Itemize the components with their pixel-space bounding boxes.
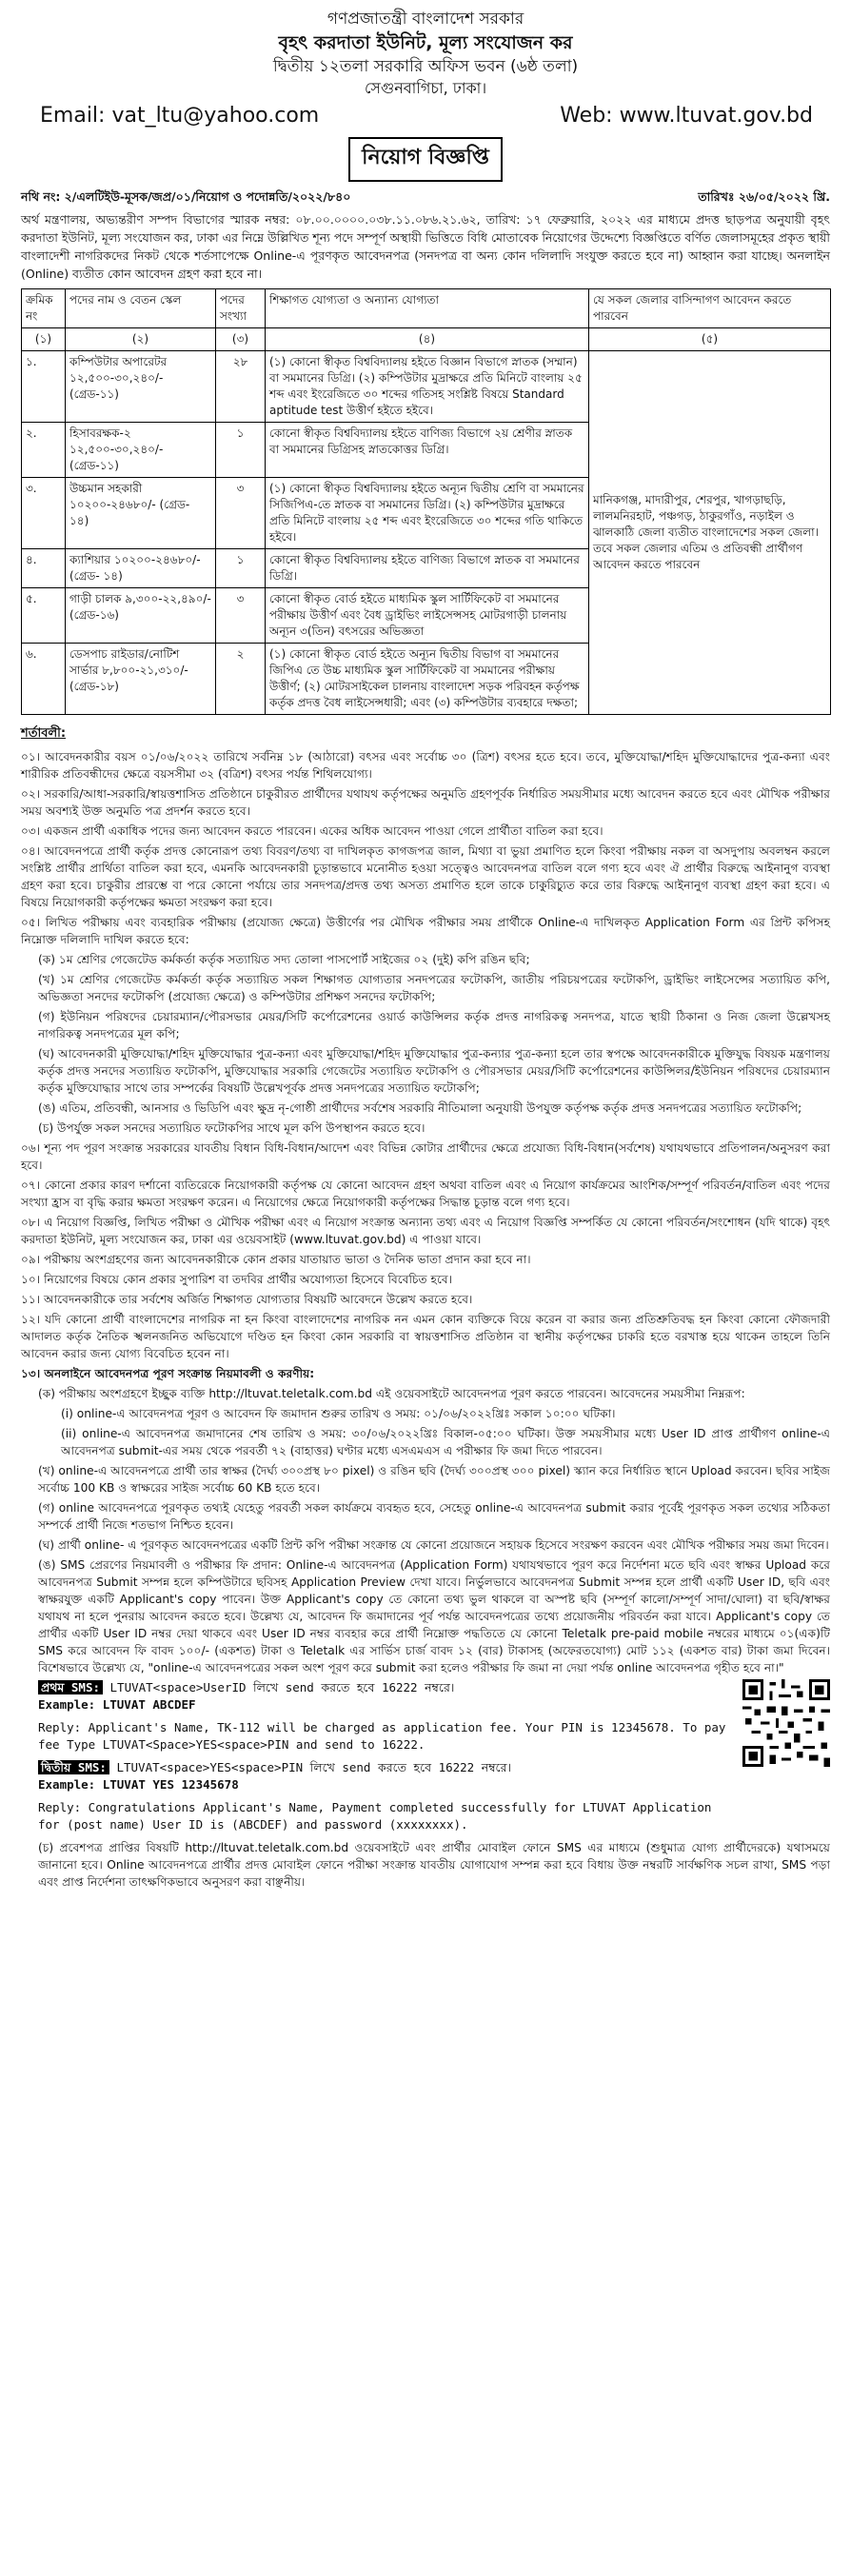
header-cell: পদের সংখ্যা xyxy=(216,289,266,328)
sms1-tag: প্রথম SMS: xyxy=(38,1680,103,1694)
post-cell: উচ্চমান সহকারী ১০২০০-২৪৬৮০/- (গ্রেড- ১৪) xyxy=(66,478,216,549)
count-cell: ৩ xyxy=(216,588,266,644)
condition-10: ১০। নিয়োগের বিষয়ে কোন প্রকার সুপারিশ বা তদবির প্রার্থীর অযোগ্যতা হিসেবে বিবেচিত হবে। xyxy=(21,1273,452,1286)
condition-13-ka-i: (i) online-এ আবেদনপত্র পূরণ ও আবেদন ফি জমাদান শুরুর তারিখ ও সময়: ০১/০৬/২০২২খ্রিঃ সকাল ১০:০০ ঘটিকা। xyxy=(61,1407,616,1420)
condition-13-gha: (ঘ) প্রার্থী online- এ পূরণকৃত আবেদনপত্রের একটি প্রিন্ট কপি পরীক্ষা সংক্রান্ত যে কোনো প্রয়োজনে সহায়ক হিসেবে সংরক্ষণ করবেন এবং মৌখিক পরীক্ষার সময় জমা দিবেন। xyxy=(38,1538,829,1552)
serial-cell: ৪. xyxy=(22,549,66,588)
header-cell: যে সকল জেলার বাসিন্দাগণ আবেদন করতে পারবেন xyxy=(589,289,831,328)
qualification-cell: কোনো স্বীকৃত বোর্ড হইতে মাধ্যমিক স্কুল সার্টিফিকেট বা সমমানের পরীক্ষায় উত্তীর্ণ এবং বৈধ ড্রাইভিং লাইসেন্সসহ মোটরগাড়ী চালনায় অন্যূন ৩(তিন) বৎসরের অভিজ্ঞতা xyxy=(266,588,589,644)
posts-table xyxy=(21,288,831,715)
condition-11: ১১। আবেদনকারীকে তার সর্বশেষ অর্জিত শিক্ষাগত যোগ্যতার বিষয়টি আবেদনে উল্লেখ করতে হবে। xyxy=(21,1293,473,1306)
condition-01: ০১। আবেদনকারীর বয়স ০১/০৬/২০২২ তারিখে সর্বনিম্ন ১৮ (আঠারো) বৎসর এবং সর্বোচ্চ ৩০ (ত্রিশ) বৎসর হতে হবে। তবে, মুক্তিযোদ্ধা/শহিদ মুক্তিযোদ্ধাদের পুত্র-কন্যা এবং শারীরিক প্রতিবন্ধীদের ক্ষেত্রে বয়সসীমা ৩২ (বত্রিশ) বৎসর পর্যন্ত শিথিলযোগ্য। xyxy=(21,750,830,781)
sms-box xyxy=(38,1679,733,1833)
sms2-tag: দ্বিতীয় SMS: xyxy=(38,1760,109,1774)
sms2-line xyxy=(38,1759,733,1776)
qualification-cell: (১) কোনো স্বীকৃত বিশ্ববিদ্যালয় হইতে বিজ্ঞান বিভাগে স্নাতক (সম্মান) বা সমমানের ডিগ্রি। (২) কম্পিউটার মুদ্রাক্ষরে প্রতি মিনিটে বাংলায় ২৫ শব্দ এবং ইংরেজিতে ৩০ শব্দের গতিসহ সংশ্লিষ্ট বিষয়ে Standard aptitude test উত্তীর্ণ হইতে হইবে। xyxy=(266,351,589,423)
condition-02: ০২। সরকারি/আধা-সরকারি/স্বায়ত্তশাসিত প্রতিষ্ঠানে চাকুরীরত প্রার্থীদের যথাযথ কর্তৃপক্ষের অনুমতি গ্রহণপূর্বক নির্ধারিত সময়সীমার মধ্যে আবেদন করতে হবে এবং মৌখিক পরীক্ষার সময় অবশ্যই উক্ত অনুমতি পত্র প্রদর্শন করতে হবে। xyxy=(21,787,830,818)
title-wrap xyxy=(21,137,830,182)
count-cell: ১ xyxy=(216,423,266,478)
condition-12: ১২। যদি কোনো প্রার্থী বাংলাদেশের নাগরিক না হন কিংবা বাংলাদেশের নাগরিক নন এমন কোন ব্যক্তিকে বিয়ে করেন বা করার জন্য প্রতিশ্রুতিবদ্ধ হন কিংবা কোনো ফৌজদারী আদালত কর্তৃক নৈতিক স্খলনজনিত অভিযোগে দণ্ডিত হন কিংবা কোন সরকারি বা স্বায়ত্তশাসিত প্রতিষ্ঠান বা স্থানীয় কর্তৃপক্ষের চাকরি হতে বরখাস্ত হয়ে থাকেন তাহলে তিনি আবেদন করার জন্য যোগ্য বিবেচিত হবেন না। xyxy=(21,1313,830,1360)
condition-13-kha: (খ) online-এ আবেদনপত্রে প্রার্থী তার স্বাক্ষর (দৈর্ঘ্য ৩০০প্রস্থ ৮০ pixel) ও রঙিন ছবি (দৈর্ঘ্য ৩০০প্রস্থ ৩০০ pixel) স্ক্যান করে নির্ধারিত স্থানে Upload করবেন। ছবির সাইজ সর্বোচ্চ 100 KB ও স্বাক্ষরের সাইজ সর্বোচ্চ 60 KB হতে হবে। xyxy=(38,1464,830,1495)
serial-cell: ২. xyxy=(22,423,66,478)
condition-08: ০৮। এ নিয়োগ বিজ্ঞপ্তি, লিখিত পরীক্ষা ও মৌখিক পরীক্ষা এবং এ নিয়োগ সংক্রান্ত অন্যান্য তথ্য এবং এ নিয়োগ বিজ্ঞপ্তি সম্পর্কিত যে কোনো পরিবর্তন/সংশোধন (যদি থাকে) বৃহৎ করদাতা ইউনিট, মূল্য সংযোজন কর, ঢাকা এর ওয়েবসাইট (www.ltuvat.gov.bd) এ পাওয়া যাবে। xyxy=(21,1216,830,1246)
table-header-row xyxy=(22,289,831,328)
condition-05-gha: (ঘ) আবেদনকারী মুক্তিযোদ্ধা/শহিদ মুক্তিযোদ্ধার পুত্র-কন্যা এবং মুক্তিযোদ্ধা/শহিদ মুক্তিযোদ্ধার পুত্র-কন্যার পুত্র-কন্যা হলে তার স্বপক্ষে আবেদনকারীকে মুক্তিযুদ্ধ বিষয়ক মন্ত্রণালয় কর্তৃক প্রদত্ত সনদের সত্যায়িত ফটোকপি, মুক্তিযোদ্ধার সরকারি গেজেটের সত্যায়িত ফটোকপি ও পৌরসভার মেয়র/সিটি কর্পোরেশনের কাউন্সিলর/ইউনিয়ন পরিষদের চেয়ারম্যান কর্তৃক মুক্তিযোদ্ধার সাথে তার সম্পর্কের বিষয়টি উল্লেখপূর্বক প্রদত্ত সনদপত্রের সত্যায়িত ফটোকপি; xyxy=(38,1047,830,1095)
sms1-reply: Reply: Applicant's Name, TK-112 will be charged as application fee. Your PIN is 12345678. To pay fee Type LTUVAT<Space>YES<space>PIN and send to 16222. xyxy=(38,1720,726,1752)
sms2-text: LTUVAT<space>YES<space>PIN লিখে send করতে হবে 16222 নম্বরে। xyxy=(116,1760,511,1774)
condition-13-ga: (গ) online আবেদনপত্রে পূরণকৃত তথ্যই যেহেতু পরবর্তী সকল কার্যক্রমে ব্যবহৃত হবে, সেহেতু online-এ আবেদনপত্র submit করার পূর্বেই পূরণকৃত সকল তথ্যের সঠিকতা সম্পর্কে প্রার্থী নিজে শতভাগ নিশ্চিত হবেন। xyxy=(38,1501,830,1532)
conditions-title: শর্তাবলী: xyxy=(21,726,67,741)
table-row xyxy=(22,351,831,423)
memo-row xyxy=(21,188,830,207)
serial-cell: ৫. xyxy=(22,588,66,644)
sms1-line xyxy=(38,1679,733,1696)
header-block xyxy=(21,8,830,99)
header-cell: পদের নাম ও বেতন স্কেল xyxy=(66,289,216,328)
condition-05-ka: (ক) ১ম শ্রেণির গেজেটেড কর্মকর্তা কর্তৃক সত্যায়িত সদ্য তোলা পাসপোর্ট সাইজের ০২ (দুই) কপি রঙিন ছবি; xyxy=(38,953,530,966)
condition-04: ০৪। আবেদনপত্রে প্রার্থী কর্তৃক প্রদত্ত কোনোরূপ তথ্য বিবরণ/তথ্য বা দাখিলকৃত কাগজপত্র জাল, মিথ্যা বা ভুয়া প্রমাণিত হলে কিংবা পরীক্ষায় নকল বা অসদুপায় অবলম্বন করলে সংশ্লিষ্ট প্রার্থীর প্রার্থিতা বাতিল করা হবে, এমনকি আবেদনকারী চূড়ান্তভাবে মনোনীত হওয়া সত্ত্বেও আবেদনপত্র বাতিল বলে গণ্য হবে এবং ঐ প্রার্থীর বিরুদ্ধে আইনানুগ ব্যবস্থা গ্রহণ করা হবে। চাকুরীর প্রারম্ভে বা পরে কোনো পর্যায়ে তার সনদপত্র/প্রদত্ত তথ্য অসত্য প্রমাণিত হলে তাকে চাকুরিচ্যুত করে তার বিরুদ্ধে আইনানুগ ব্যবস্থা গ্রহণ করা হবে। এ বিষয়ে নিয়োগকারী কর্তৃপক্ষের ক্ষমতা সংরক্ষণ করা হবে। xyxy=(21,844,830,909)
serial-cell: ৬. xyxy=(22,644,66,715)
col-num: (১) xyxy=(22,328,66,351)
email-text[interactable]: Email: vat_ltu@yahoo.com xyxy=(40,104,320,128)
condition-05-ga: (গ) ইউনিয়ন পরিষদের চেয়ারম্যান/পৌরসভার মেয়র/সিটি কর্পোরেশনের ওয়ার্ড কাউন্সিলর কর্তৃক প্রদত্ত নাগরিকত্ব সনদপত্র, যাতে স্থায়ী ঠিকানা ও নিজ জেলা উল্লেখসহ নাগরিকত্ব সনদপত্রের মূল কপি; xyxy=(38,1010,830,1040)
qualification-cell: (১) কোনো স্বীকৃত বিশ্ববিদ্যালয় হইতে অন্যূন দ্বিতীয় শ্রেণি বা সমমানের সিজিপিএ-তে স্নাতক বা সমমানের ডিগ্রি। (২) কম্পিউটার মুদ্রাক্ষরে প্রতি মিনিটে বাংলায় ২৫ শব্দ এবং ইংরেজিতে ৩০ শব্দের গতি থাকিতে হইবে। xyxy=(266,478,589,549)
qualification-cell: কোনো স্বীকৃত বিশ্ববিদ্যালয় হইতে বাণিজ্য বিভাগে ২য় শ্রেণীর স্নাতক বা সমমানের ডিগ্রিসহ স্নাতকোত্তর ডিগ্রি। xyxy=(266,423,589,478)
condition-05-kha: (খ) ১ম শ্রেণির গেজেটেড কর্মকর্তা কর্তৃক সত্যায়িত সকল শিক্ষাগত যোগ্যতার সনদপত্রের ফটোকপি, জাতীয় পরিচয়পত্রের ফটোকপি, ড্রাইভিং লাইসেন্সের সত্যায়িত কপি, অভিজ্ঞতা সনদের ফটোকপি (প্রযোজ্য ক্ষেত্রে) ও কম্পিউটার প্রশিক্ষণ সনদের ফটোকপি; xyxy=(38,973,830,1003)
condition-03: ০৩। একজন প্রার্থী একাধিক পদের জন্য আবেদন করতে পারবেন। একের অধিক আবেদন পাওয়া গেলে প্রার্থীতা বাতিল করা হবে। xyxy=(21,824,604,838)
condition-09: ০৯। পরীক্ষায় অংশগ্রহণের জন্য আবেদনকারীকে কোন প্রকার যাতায়াত ভাতা ও দৈনিক ভাতা প্রদান করা হবে না। xyxy=(21,1253,531,1266)
condition-05-uo: (ঙ) এতিম, প্রতিবন্ধী, আনসার ও ভিডিপি এবং ক্ষুদ্র নৃ-গোষ্ঠী প্রার্থীদের সর্বশেষ সরকারি নীতিমালা অনুযায়ী উপযুক্ত কর্তৃপক্ষ কর্তৃক প্রদত্ত সনদপত্রের সত্যায়িত ফটোকপি; xyxy=(38,1101,802,1115)
condition-13-uo: (ঙ) SMS প্রেরণের নিয়মাবলী ও পরীক্ষার ফি প্রদান: Online-এ আবেদনপত্র (Application Form) যথাযথভাবে পূরণ করে নির্দেশনা মতে ছবি এবং স্বাক্ষর Upload করে আবেদনপত্র Submit সম্পন্ন হলে কম্পিউটারে ছবিসহ Application Preview দেখা যাবে। নির্ভুলভাবে আবেদনপত্র Submit সম্পন্ন হলে প্রার্থী একটি User ID, ছবি এবং স্বাক্ষরযুক্ত একটি Applicant's copy পাবেন। উক্ত Applicant's copy তে কোনো তথ্য ভুল থাকলে বা অস্পষ্ট ছবি (সম্পূর্ণ কালো/সম্পূর্ণ সাদা/ঘোলা) বা ছবি/স্বাক্ষর যথাযথ না হলে পুনরায় আবেদন করতে হবে। উল্লেখ্য যে, আবেদন ফি জমাদানের পূর্ব পর্যন্ত আবেদনপত্রের তথ্যে প্রয়োজনীয় পরিবর্তন করা যাবে। Applicant's copy তে প্রার্থীর একটি User ID নম্বর দেয়া থাকবে এবং User ID নম্বর ব্যবহার করে প্রার্থী নিম্নোক্ত পদ্ধতিতে যে কোনো Teletalk pre-paid mobile নম্বরের মাধ্যমে ০১(এক)টি SMS করে আবেদন ফি বাবদ ১০০/- (একশত) টাকা ও Teletalk এর সার্ভিস চার্জ বাবদ ১২ (বার) টাকাসহ (অফেরতযোগ্য) মোট ১১২ (একশত বার) টাকা জমা দিবেন। বিশেষভাবে উল্লেখ্য যে, "online-এ আবেদনপত্রের সকল অংশ পূরণ করে submit করা হলেও পরীক্ষার ফি জমা না দেয়া পর্যন্ত online আবেদনপত্র গৃহীত হবে না।" xyxy=(38,1558,830,1674)
header-cell: ক্রমিক নং xyxy=(22,289,66,328)
condition-13: ১৩। অনলাইনে আবেদনপত্র পূরণ সংক্রান্ত নিয়মাবলী ও করণীয়: xyxy=(21,1367,315,1380)
col-num: (৫) xyxy=(589,328,831,351)
condition-13-cha: (চ) প্রবেশপত্র প্রাপ্তির বিষয়টি http://ltuvat.teletalk.com.bd ওয়েবসাইটে এবং প্রার্থীর মোবাইল ফোনে SMS এর মাধ্যমে (শুধুমাত্র যোগ্য প্রার্থীদেরকে) যথাসময়ে জানানো হবে। Online আবেদনপত্রে প্রার্থীর প্রদত্ত মোবাইল ফোনে পরীক্ষা সংক্রান্ত যাবতীয় যোগাযোগ সম্পন্ন করা হবে বিধায় উক্ত নম্বরটি সার্বক্ষণিক সচল রাখা, SMS পড়া এবং প্রাপ্ত নির্দেশনা তাৎক্ষণিকভাবে অনুসরণ করা বাঞ্ছনীয়। xyxy=(38,1841,830,1889)
address-line: সেগুনবাগিচা, ঢাকা। xyxy=(364,79,487,97)
count-cell: ২৮ xyxy=(216,351,266,423)
condition-05-cha: (চ) উপর্যুক্ত সকল সনদের সত্যায়িত ফটোকপির সাথে মূল কপি উপস্থাপন করতে হবে। xyxy=(38,1121,426,1135)
qr-code-icon xyxy=(742,1679,830,1767)
qualification-cell: (১) কোনো স্বীকৃত বোর্ড হইতে অন্যূন দ্বিতীয় বিভাগ বা সমমানের জিপিএ তে উচ্চ মাধ্যমিক স্কুল সার্টিফিকেট বা সমমানের পরীক্ষায় উত্তীর্ণ; (২) মোটরসাইকেল চালনায় বাংলাদেশ সড়ক পরিবহন কর্তৃপক্ষ কর্তৃক প্রদত্ত বৈধ লাইসেন্সধারী; এবং (৩) কম্পিউটার ব্যবহারে দক্ষতা; xyxy=(266,644,589,715)
condition-05: ০৫। লিখিত পরীক্ষায় এবং ব্যবহারিক পরীক্ষায় (প্রযোজ্য ক্ষেত্রে) উত্তীর্ণের পর মৌখিক পরীক্ষার সময় প্রার্থীকে Online-এ দাখিলকৃত Application Form এর প্রিন্ট কপিসহ নিম্নোক্ত দলিলাদি দাখিল করতে হবে: xyxy=(21,916,830,946)
condition-07: ০৭। কোনো প্রকার কারণ দর্শানো ব্যতিরেকে নিয়োগকারী কর্তৃপক্ষ যে কোনো আবেদন গ্রহণ অথবা বাতিল এবং এ নিয়োগ কার্যক্রমের আংশিক/সম্পূর্ণ পরিবর্তন/বাতিল এবং পদের সংখ্যা হ্রাস বা বৃদ্ধি করার ক্ষমতা সংরক্ষণ করেন। এ নিয়োগের ক্ষেত্রে নিয়োগকারী কর্তৃপক্ষের সিদ্ধান্ত চূড়ান্ত বলে গণ্য হবে। xyxy=(21,1179,830,1209)
memo-date: তারিখঃ ২৬/০৫/২০২২ খ্রি. xyxy=(698,189,830,204)
condition-13-ka-ii: (ii) online-এ আবেদনপত্র জমাদানের শেষ তারিখ ও সময়: ৩০/০৬/২০২২খ্রিঃ বিকাল-০৫:০০ ঘটিকা। উক্ত সময়সীমার মধ্যে User ID প্রাপ্ত প্রার্থীগণ online-এ আবেদনপত্র submit-এর সময় থেকে পরবর্তী ৭২ (বাহাত্তর) ঘণ্টার মধ্যে এসএমএস এ পরীক্ষার ফি জমা দিতে পারবেন। xyxy=(61,1427,830,1457)
intro-paragraph: অর্থ মন্ত্রণালয়, অভ্যন্তরীণ সম্পদ বিভাগের স্মারক নম্বর: ০৮.০০.০০০০.০৩৮.১১.০৮৬.২১.৬২, তারিখ: ১৭ ফেব্রুয়ারি, ২০২২ এর মাধ্যমে প্রদত্ত ছাড়পত্র অনুযায়ী বৃহৎ করদাতা ইউনিট, মূল্য সংযোজন কর, ঢাকা এর নিম্নে উল্লিখিত শূন্য পদে সম্পূর্ণ অস্থায়ী ভিত্তিতে বিধি মোতাবেক নিয়োগের উদ্দেশ্যে বিজ্ঞপ্তিতে বর্ণিত জেলাসমূহের প্রকৃত স্থায়ী বাংলাদেশী নাগরিকদের নিকট থেকে শর্তসাপেক্ষে Online-এ পূরণকৃত আবেদনপত্র (সনদপত্র বা অন্য কোন দলিলাদি সংযুক্ত করতে হবে না) আহ্বান করা যাচ্ছে। অনলাইন (Online) ব্যতীত কোন আবেদন গ্রহণ করা হবে না। xyxy=(21,212,830,281)
sms2-reply: Reply: Congratulations Applicant's Name, Payment completed successfully for LTUVAT Application for (post name) User ID is (ABCDEF) and password (xxxxxxxx). xyxy=(38,1800,712,1832)
post-cell: হিসাবরক্ষক-২ ১২,৫০০-৩০,২৪০/- (গ্রেড-১১) xyxy=(66,423,216,478)
sms1-text: LTUVAT<space>UserID লিখে send করতে হবে 16222 নম্বরে। xyxy=(109,1680,455,1694)
count-cell: ৩ xyxy=(216,478,266,549)
qualification-cell: কোনো স্বীকৃত বিশ্ববিদ্যালয় হইতে বাণিজ্য বিভাগে স্নাতক বা সমমানের ডিগ্রি। xyxy=(266,549,589,588)
sms1-example: Example: LTUVAT ABCDEF xyxy=(38,1697,196,1712)
post-cell: ডেসপাচ রাইডার/নোটিশ সার্ভার ৮,৮০০-২১,৩১০/- (গ্রেড-১৮) xyxy=(66,644,216,715)
web-text[interactable]: Web: www.ltuvat.gov.bd xyxy=(560,104,813,128)
condition-06: ০৬। শূন্য পদ পূরণ সংক্রান্ত সরকারের যাবতীয় বিধান বিধি-বিধান/আদেশ এবং বিভিন্ন কোটার প্রার্থীদের ক্ষেত্রে প্রযোজ্য বিধি-বিধান(সর্বশেষ) যথাযথভাবে প্রতিপালন/অনুসরণ করা হবে। xyxy=(21,1141,830,1172)
building-line: দ্বিতীয় ১২তলা সরকারি অফিস ভবন (৬ষ্ঠ তলা) xyxy=(272,57,579,76)
govt-line: গণপ্রজাতন্ত্রী বাংলাদেশ সরকার xyxy=(327,10,524,29)
conditions-list xyxy=(21,748,830,1891)
col-num: (২) xyxy=(66,328,216,351)
post-cell: ক্যাশিয়ার ১০২০০-২৪৬৮০/- (গ্রেড- ১৪) xyxy=(66,549,216,588)
count-cell: ২ xyxy=(216,644,266,715)
serial-cell: ১. xyxy=(22,351,66,423)
district-cell: মানিকগঞ্জ, মাদারীপুর, শেরপুর, খাগড়াছড়ি, লালমনিরহাট, পঞ্চগড়, ঠাকুরগাঁও, নড়াইল ও ঝালকাঠি জেলা ব্যতীত বাংলাদেশের সকল জেলা। তবে সকল জেলার এতিম ও প্রতিবন্ধী প্রার্থীগণ আবেদন করতে পারবেন xyxy=(589,351,831,715)
col-num: (৩) xyxy=(216,328,266,351)
office-name: বৃহৎ করদাতা ইউনিট, মূল্য সংযোজন কর xyxy=(278,32,573,53)
table-colnum-row xyxy=(22,328,831,351)
notice-title: নিয়োগ বিজ্ঞপ্তি xyxy=(348,137,503,182)
col-num: (৪) xyxy=(266,328,589,351)
sms-instructions xyxy=(21,1679,830,1833)
serial-cell: ৩. xyxy=(22,478,66,549)
post-cell: গাড়ী চালক ৯,৩০০-২২,৪৯০/- (গ্রেড-১৬) xyxy=(66,588,216,644)
post-cell: কম্পিউটার অপারেটর ১২,৫০০-৩০,২৪০/- (গ্রেড-১১) xyxy=(66,351,216,423)
count-cell: ১ xyxy=(216,549,266,588)
condition-13-ka: (ক) পরীক্ষায় অংশগ্রহণে ইচ্ছুক ব্যক্তি http://ltuvat.teletalk.com.bd এই ওয়েবসাইটে আবেদনপত্র পূরণ করতে পারবেন। আবেদনের সময়সীমা নিম্নরূপ: xyxy=(38,1387,745,1400)
contact-row xyxy=(21,99,830,131)
sms2-example: Example: LTUVAT YES 12345678 xyxy=(38,1777,239,1792)
header-cell: শিক্ষাগত যোগ্যতা ও অন্যান্য যোগ্যতা xyxy=(266,289,589,328)
memo-number: নথি নং: ২/এলটিইউ-মূসক/জপ্র/০১/নিয়োগ ও পদোন্নতি/২০২২/৮৪০ xyxy=(21,189,351,204)
